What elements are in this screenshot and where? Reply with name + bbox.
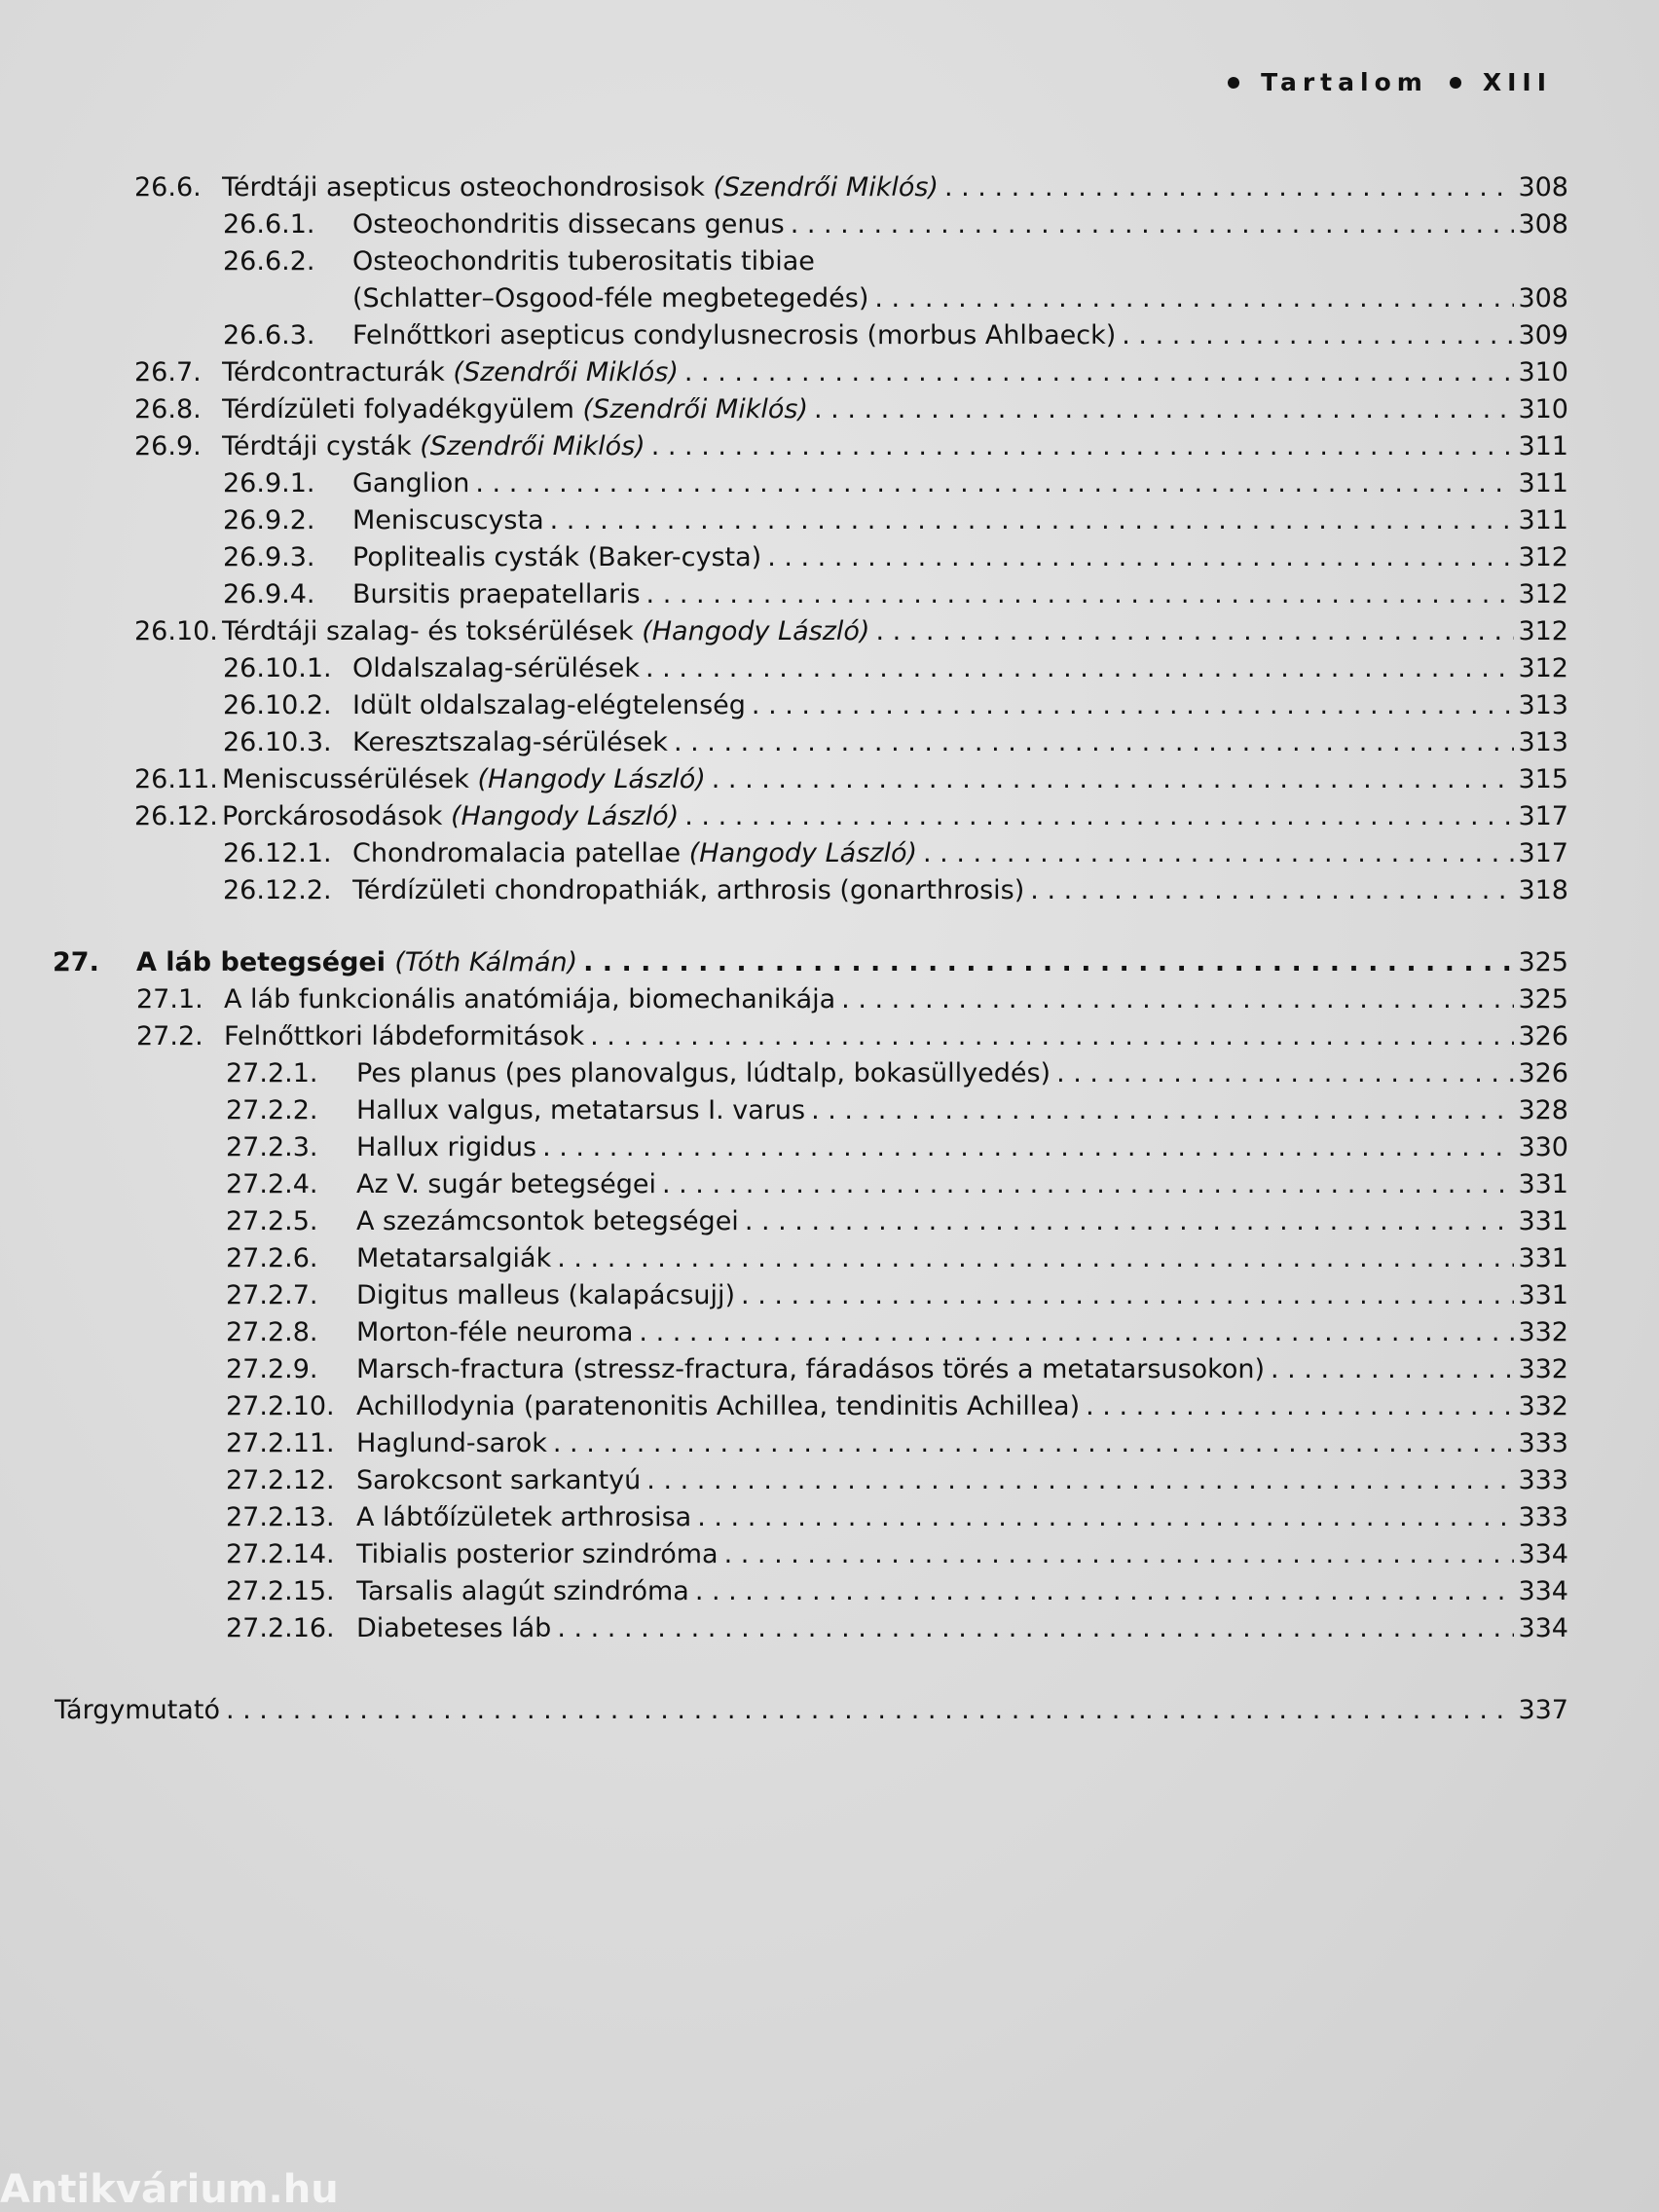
toc-entry-page: 312 xyxy=(1518,616,1568,646)
toc-entry-page: 312 xyxy=(1518,579,1568,609)
watermark: Antikvárium.hu xyxy=(0,2167,339,2212)
toc-entry xyxy=(0,726,1659,759)
header-page-number: XIII xyxy=(1482,68,1552,96)
toc-entry xyxy=(0,356,1659,389)
toc-entry-number: 26.12. xyxy=(134,801,218,831)
toc-entry xyxy=(0,1094,1659,1127)
toc-entry-title: Térdízületi folyadékgyülem (Szendrői Miklós) xyxy=(222,394,808,424)
toc-entry-title: Tarsalis alagút szindróma xyxy=(356,1576,689,1606)
dot-leader xyxy=(791,208,1515,241)
toc-entry xyxy=(0,1242,1659,1275)
dot-leader xyxy=(1056,1057,1514,1090)
toc-entry-title: (Schlatter–Osgood-féle megbetegedés) xyxy=(352,283,869,313)
toc-entry-title: Osteochondritis tuberositatis tibiae xyxy=(352,246,815,276)
toc-entry-title: Metatarsalgiák xyxy=(356,1243,552,1273)
toc-entry-title: Pes planus (pes planovalgus, lúdtalp, bokasüllyedés) xyxy=(356,1058,1051,1088)
toc-entry xyxy=(0,1575,1659,1608)
toc-entry-number: 27.2.9. xyxy=(226,1354,318,1384)
toc-entry-number: 27.2.1. xyxy=(226,1058,318,1088)
toc-entry xyxy=(0,171,1659,204)
dot-leader xyxy=(651,430,1515,463)
toc-entry-number: 27.2.14. xyxy=(226,1539,335,1569)
toc-entry xyxy=(0,837,1659,870)
dot-leader xyxy=(875,615,1514,648)
toc-entry-page: 332 xyxy=(1518,1391,1568,1421)
toc-entry xyxy=(0,504,1659,537)
toc-entry-number: 26.7. xyxy=(134,357,202,387)
toc-entry xyxy=(0,1168,1659,1201)
toc-entry-page: 332 xyxy=(1518,1317,1568,1347)
toc-entry-title: Sarokcsont sarkantyú xyxy=(356,1465,642,1495)
toc-entry-number: 26.12.2. xyxy=(223,875,332,905)
toc-entry-page: 326 xyxy=(1518,1021,1568,1051)
toc-entry-page: 315 xyxy=(1518,764,1568,794)
toc-entry-title: Haglund-sarok xyxy=(356,1428,547,1458)
toc-entry-title: Térdtáji cysták (Szendrői Miklós) xyxy=(222,431,645,461)
toc-entry xyxy=(0,1353,1659,1386)
toc-entry-author: (Hangody László) xyxy=(451,801,680,831)
toc-entry-page: 317 xyxy=(1518,801,1568,831)
toc-entry-page: 331 xyxy=(1518,1280,1568,1310)
toc-entry-title: Diabeteses láb xyxy=(356,1613,552,1643)
dot-leader xyxy=(944,171,1515,204)
toc-entry-number: 27.2.16. xyxy=(226,1613,335,1643)
dot-leader xyxy=(752,689,1515,722)
dot-leader xyxy=(475,467,1514,500)
toc-entry-number: 27. xyxy=(53,947,99,977)
toc-entry-number: 27.2.5. xyxy=(226,1206,318,1236)
toc-entry-page: 308 xyxy=(1518,283,1568,313)
toc-entry-title: Meniscuscysta xyxy=(352,505,544,535)
toc-entry-page: 309 xyxy=(1518,320,1568,350)
toc-entry-page: 311 xyxy=(1518,431,1568,461)
toc-entry-number: 26.9.1. xyxy=(223,468,315,498)
toc-entry-page: 337 xyxy=(1518,1695,1568,1725)
dot-leader xyxy=(639,1316,1514,1349)
toc-entry xyxy=(0,1501,1659,1534)
toc-entry xyxy=(0,1612,1659,1645)
toc-entry-page: 312 xyxy=(1518,542,1568,572)
toc-entry xyxy=(0,393,1659,426)
toc-entry-title: Meniscussérülések (Hangody László) xyxy=(222,764,706,794)
toc-entry-number: 26.10. xyxy=(134,616,218,646)
toc-entry-page: 318 xyxy=(1518,875,1568,905)
toc-entry-title: Térdtáji szalag- és toksérülések (Hangody László) xyxy=(222,616,870,646)
dot-leader xyxy=(226,1694,1514,1727)
toc-entry xyxy=(0,1694,1659,1727)
toc-entry-page: 331 xyxy=(1518,1169,1568,1199)
toc-entry-author: (Szendrői Miklós) xyxy=(420,431,645,461)
toc-entry-title: Marsch-fractura (stressz-fractura, fáradásos törés a metatarsusokon) xyxy=(356,1354,1265,1384)
toc-entry-author: (Hangody László) xyxy=(688,838,917,868)
dot-leader xyxy=(724,1538,1515,1571)
toc-entry-number: 26.9.2. xyxy=(223,505,315,535)
dot-leader xyxy=(874,282,1514,315)
toc-entry-page: 331 xyxy=(1518,1243,1568,1273)
toc-entry xyxy=(0,983,1659,1016)
toc-entry-page: 313 xyxy=(1518,690,1568,720)
toc-entry xyxy=(0,1390,1659,1423)
dot-leader xyxy=(674,726,1515,759)
toc-entry xyxy=(0,652,1659,685)
toc-entry xyxy=(0,800,1659,833)
dot-leader xyxy=(695,1575,1515,1608)
dot-leader xyxy=(662,1168,1515,1201)
toc-entry-title: Tárgymutató xyxy=(55,1695,220,1725)
toc-entry xyxy=(0,1464,1659,1497)
dot-leader xyxy=(583,946,1514,979)
toc-entry-number: 27.2.12. xyxy=(226,1465,335,1495)
toc-entry-title: Poplitealis cysták (Baker-cysta) xyxy=(352,542,762,572)
toc-entry xyxy=(0,1279,1659,1312)
toc-entry-number: 26.10.2. xyxy=(223,690,332,720)
toc-entry-number: 26.11. xyxy=(134,764,218,794)
toc-entry-number: 26.10.1. xyxy=(223,653,332,683)
toc-entry-title: Felnőttkori lábdeformitások xyxy=(224,1021,585,1051)
toc-entry xyxy=(0,1316,1659,1349)
toc-entry-page: 310 xyxy=(1518,394,1568,424)
toc-entry-page: 333 xyxy=(1518,1502,1568,1532)
toc-entry-number: 26.6. xyxy=(134,172,202,203)
toc-entry-title: A láb funkcionális anatómiája, biomechanikája xyxy=(224,984,836,1014)
toc-entry-number: 27.2.8. xyxy=(226,1317,318,1347)
toc-entry-page: 325 xyxy=(1518,984,1568,1014)
toc-entry-page: 325 xyxy=(1518,947,1568,977)
dot-leader xyxy=(684,800,1514,833)
toc-entry xyxy=(0,208,1659,241)
toc-entry-title: A szezámcsontok betegségei xyxy=(356,1206,739,1236)
toc-entry xyxy=(0,1131,1659,1164)
dot-leader xyxy=(697,1501,1514,1534)
toc-entry-number: 27.2.10. xyxy=(226,1391,335,1421)
toc-entry-number: 26.6.1. xyxy=(223,209,315,240)
toc-entry-page: 312 xyxy=(1518,653,1568,683)
toc-entry xyxy=(0,689,1659,722)
toc-entry-author: (Hangody László) xyxy=(642,616,870,646)
dot-leader xyxy=(1271,1353,1514,1386)
toc-entry-number: 26.10.3. xyxy=(223,727,332,757)
toc-entry-number: 27.1. xyxy=(136,984,203,1014)
toc-entry xyxy=(0,1427,1659,1460)
toc-entry-number: 27.2.3. xyxy=(226,1132,318,1162)
toc-entry-author: (Szendrői Miklós) xyxy=(713,172,939,203)
toc-entry xyxy=(0,1057,1659,1090)
dot-leader xyxy=(1030,874,1514,907)
toc-entry-number: 27.2.6. xyxy=(226,1243,318,1273)
toc-entry xyxy=(0,874,1659,907)
toc-entry-title: Bursitis praepatellaris xyxy=(352,579,641,609)
toc-entry xyxy=(0,946,1659,979)
toc-entry-number: 26.8. xyxy=(134,394,202,424)
toc-entry-page: 334 xyxy=(1518,1613,1568,1643)
header-section: Tartalom xyxy=(1261,68,1428,96)
dot-leader xyxy=(841,983,1514,1016)
toc-entry-number: 27.2.2. xyxy=(226,1095,318,1125)
toc-entry-number: 27.2.13. xyxy=(226,1502,335,1532)
toc-entry-title: A láb betegségei (Tóth Kálmán) xyxy=(136,947,578,977)
toc-entry-page: 317 xyxy=(1518,838,1568,868)
toc-entry-page: 333 xyxy=(1518,1465,1568,1495)
toc-entry-title: Térdízületi chondropathiák, arthrosis (gonarthrosis) xyxy=(352,875,1025,905)
toc-entry-page: 334 xyxy=(1518,1576,1568,1606)
dot-leader xyxy=(745,1205,1515,1238)
toc-entry xyxy=(0,1205,1659,1238)
toc-entry-title: Felnőttkori asepticus condylusnecrosis (morbus Ahlbaeck) xyxy=(352,320,1117,350)
toc-entry xyxy=(0,541,1659,574)
toc-entry-title: Chondromalacia patellae (Hangody László) xyxy=(352,838,917,868)
toc-entry-number: 26.9.4. xyxy=(223,579,315,609)
toc-entry-title: Oldalszalag-sérülések xyxy=(352,653,640,683)
dot-leader xyxy=(712,763,1515,796)
toc-entry-number: 26.6.3. xyxy=(223,320,315,350)
toc-entry-author: (Szendrői Miklós) xyxy=(453,357,679,387)
toc-entry-page: 311 xyxy=(1518,468,1568,498)
toc-entry xyxy=(0,1020,1659,1053)
toc-entry-title: Tibialis posterior szindróma xyxy=(356,1539,719,1569)
toc-entry-number: 27.2.4. xyxy=(226,1169,318,1199)
dot-leader xyxy=(550,504,1515,537)
toc-entry-page: 334 xyxy=(1518,1539,1568,1569)
toc-entry xyxy=(0,1538,1659,1571)
toc-entry-number: 27.2.7. xyxy=(226,1280,318,1310)
toc-entry-title: A lábtőízületek arthrosisa xyxy=(356,1502,692,1532)
toc-entry-number: 26.6.2. xyxy=(223,246,315,276)
toc-entry-page: 326 xyxy=(1518,1058,1568,1088)
toc-entry-number: 26.9. xyxy=(134,431,202,461)
toc-entry-title: Az V. sugár betegségei xyxy=(356,1169,656,1199)
toc-entry-title: Porckárosodások (Hangody László) xyxy=(222,801,680,831)
toc-entry xyxy=(0,467,1659,500)
toc-entry-page: 313 xyxy=(1518,727,1568,757)
dot-leader xyxy=(590,1020,1514,1053)
toc-entry xyxy=(0,282,1659,315)
toc-entry-title: Idült oldalszalag-elégtelenség xyxy=(352,690,746,720)
dot-leader xyxy=(811,1094,1514,1127)
toc-entry-number: 27.2. xyxy=(136,1021,203,1051)
toc-entry xyxy=(0,245,1659,278)
toc-entry-page: 332 xyxy=(1518,1354,1568,1384)
dot-leader xyxy=(645,652,1514,685)
toc-entry xyxy=(0,319,1659,352)
toc-entry xyxy=(0,430,1659,463)
toc-entry-page: 333 xyxy=(1518,1428,1568,1458)
toc-entry-title: Keresztszalag-sérülések xyxy=(352,727,668,757)
toc-entry-author: (Szendrői Miklós) xyxy=(582,394,808,424)
toc-entry-page: 330 xyxy=(1518,1132,1568,1162)
toc-entry-title: Hallux rigidus xyxy=(356,1132,537,1162)
toc-entry-title: Hallux valgus, metatarsus I. varus xyxy=(356,1095,806,1125)
dot-leader xyxy=(1122,319,1514,352)
dot-leader xyxy=(923,837,1514,870)
toc-entry-title: Térdcontracturák (Szendrői Miklós) xyxy=(222,357,679,387)
toc-entry-title: Ganglion xyxy=(352,468,470,498)
toc-entry-title: Achillodynia (paratenonitis Achillea, tendinitis Achillea) xyxy=(356,1391,1081,1421)
toc-entry-number: 26.9.3. xyxy=(223,542,315,572)
dot-leader xyxy=(557,1242,1514,1275)
toc-entry-page: 328 xyxy=(1518,1095,1568,1125)
toc-entry-title: Osteochondritis dissecans genus xyxy=(352,209,785,240)
dot-leader xyxy=(767,541,1514,574)
dot-leader xyxy=(646,1464,1514,1497)
toc-entry-page: 308 xyxy=(1518,172,1568,203)
dot-leader xyxy=(542,1131,1514,1164)
toc-entry-page: 311 xyxy=(1518,505,1568,535)
toc-entry xyxy=(0,615,1659,648)
toc-entry-title: Digitus malleus (kalapácsujj) xyxy=(356,1280,736,1310)
toc-entry-title: Morton-féle neuroma xyxy=(356,1317,634,1347)
toc-entry-author: (Hangody László) xyxy=(477,764,706,794)
dot-leader xyxy=(741,1279,1514,1312)
toc-entry-title: Térdtáji asepticus osteochondrosisok (Szendrői Miklós) xyxy=(222,172,939,203)
toc-entry-number: 27.2.11. xyxy=(226,1428,335,1458)
dot-leader xyxy=(646,578,1515,611)
toc-entry-page: 310 xyxy=(1518,357,1568,387)
toc-entry-page: 331 xyxy=(1518,1206,1568,1236)
toc-entry-number: 27.2.15. xyxy=(226,1576,335,1606)
toc-entry-author: (Tóth Kálmán) xyxy=(394,947,578,977)
dot-leader xyxy=(814,393,1514,426)
dot-leader xyxy=(684,356,1515,389)
dot-leader xyxy=(1086,1390,1514,1423)
dot-leader xyxy=(553,1427,1515,1460)
toc-entry-number: 26.12.1. xyxy=(223,838,332,868)
toc-entry xyxy=(0,578,1659,611)
toc-entry xyxy=(0,763,1659,796)
toc-entry-page: 308 xyxy=(1518,209,1568,240)
dot-leader xyxy=(557,1612,1514,1645)
